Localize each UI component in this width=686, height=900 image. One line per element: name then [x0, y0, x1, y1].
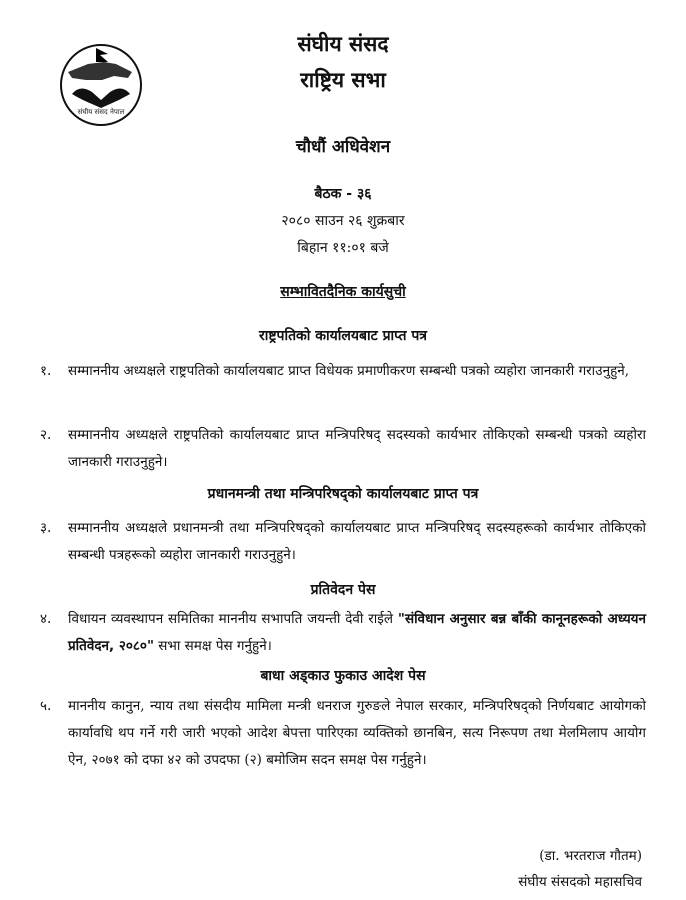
agenda-item	[40, 422, 646, 476]
item-text: सम्माननीय अध्यक्षले राष्ट्रपतिको कार्यालयबाट प्राप्त विधेयक प्रमाणीकरण सम्बन्धी पत्रको व्यहोरा जानकारी गराउनुहुने,	[68, 363, 630, 379]
agenda-item	[40, 606, 646, 660]
logo-caption: संघीय संसद नेपाल	[77, 108, 125, 116]
item-number: ५.	[40, 698, 52, 714]
item-text: सम्माननीय अध्यक्षले प्रधानमन्त्री तथा मन्त्रिपरिषद्को कार्यालयबाट प्राप्त मन्त्रिपरिषद् सदस्यहरूको कार्यभार तोकिएको सम्बन्धी पत्रहरूको व्यहोरा जानकारी गराउनुहुने।	[68, 520, 646, 563]
signatory-title: संघीय संसदको महासचिव	[518, 874, 642, 890]
section-heading: प्रतिवेदन पेस	[310, 582, 376, 598]
meeting-number: बैठक - ३६	[314, 186, 372, 202]
item-text-part: सभा समक्ष पेस गर्नुहुने।	[153, 638, 272, 654]
agenda-item	[40, 693, 646, 774]
signatory-name: (डा. भरतराज गौतम)	[539, 848, 642, 864]
report-title: "संविधान अनुसार बन्न बाँकी कानूनहरूको अध्ययन प्रतिवेदन, २०८०"	[68, 611, 646, 654]
agenda-item	[40, 515, 646, 569]
agenda-item	[40, 358, 646, 385]
agenda-title: सम्भावितदैनिक कार्यसुची	[280, 284, 406, 300]
item-text-part: विधायन व्यवस्थापन समितिका माननीय सभापति जयन्ती देवी राईले	[68, 611, 398, 627]
item-text: सम्माननीय अध्यक्षले राष्ट्रपतिको कार्यालयबाट प्राप्त मन्त्रिपरिषद् सदस्यको कार्यभार तोकिएको सम्बन्धी पत्रको व्यहोरा जानकारी गराउनुहुने।	[68, 427, 646, 470]
meeting-date: २०८० साउन २६ शुक्रबार	[281, 213, 405, 229]
item-text: माननीय कानुन, न्याय तथा संसदीय मामिला मन्त्री धनराज गुरुङले नेपाल सरकार, मन्त्रिपरिषद्को निर्णयबाट आयोगको कार्यावधि थप गर्ने गरी जारी भएको आदेश बेपत्ता पारिएका व्यक्तिको छानबिन, सत्य निरूपण तथा मेलमिलाप आयोग ऐन, २०७१ को दफा ४२ को उपदफा (२) बमोजिम सदन समक्ष पेस गर्नुहुने।	[68, 698, 646, 768]
header-line1: संघीय संसद	[297, 32, 389, 56]
meeting-time: बिहान ११:०१ बजे	[297, 240, 389, 256]
item-number: ३.	[40, 520, 52, 536]
item-number: ४.	[40, 611, 52, 627]
header-line2: राष्ट्रिय सभा	[300, 68, 386, 92]
item-text	[68, 606, 646, 660]
session-title: चौधौं अधिवेशन	[295, 137, 391, 157]
section-heading: बाधा अड्काउ फुकाउ आदेश पेस	[260, 668, 426, 684]
section-heading: प्रधानमन्त्री तथा मन्त्रिपरिषद्को कार्यालयबाट प्राप्त पत्र	[207, 486, 479, 502]
item-number: १.	[40, 363, 52, 379]
item-number: २.	[40, 427, 52, 443]
section-heading: राष्ट्रपतिको कार्यालयबाट प्राप्त पत्र	[258, 328, 428, 344]
